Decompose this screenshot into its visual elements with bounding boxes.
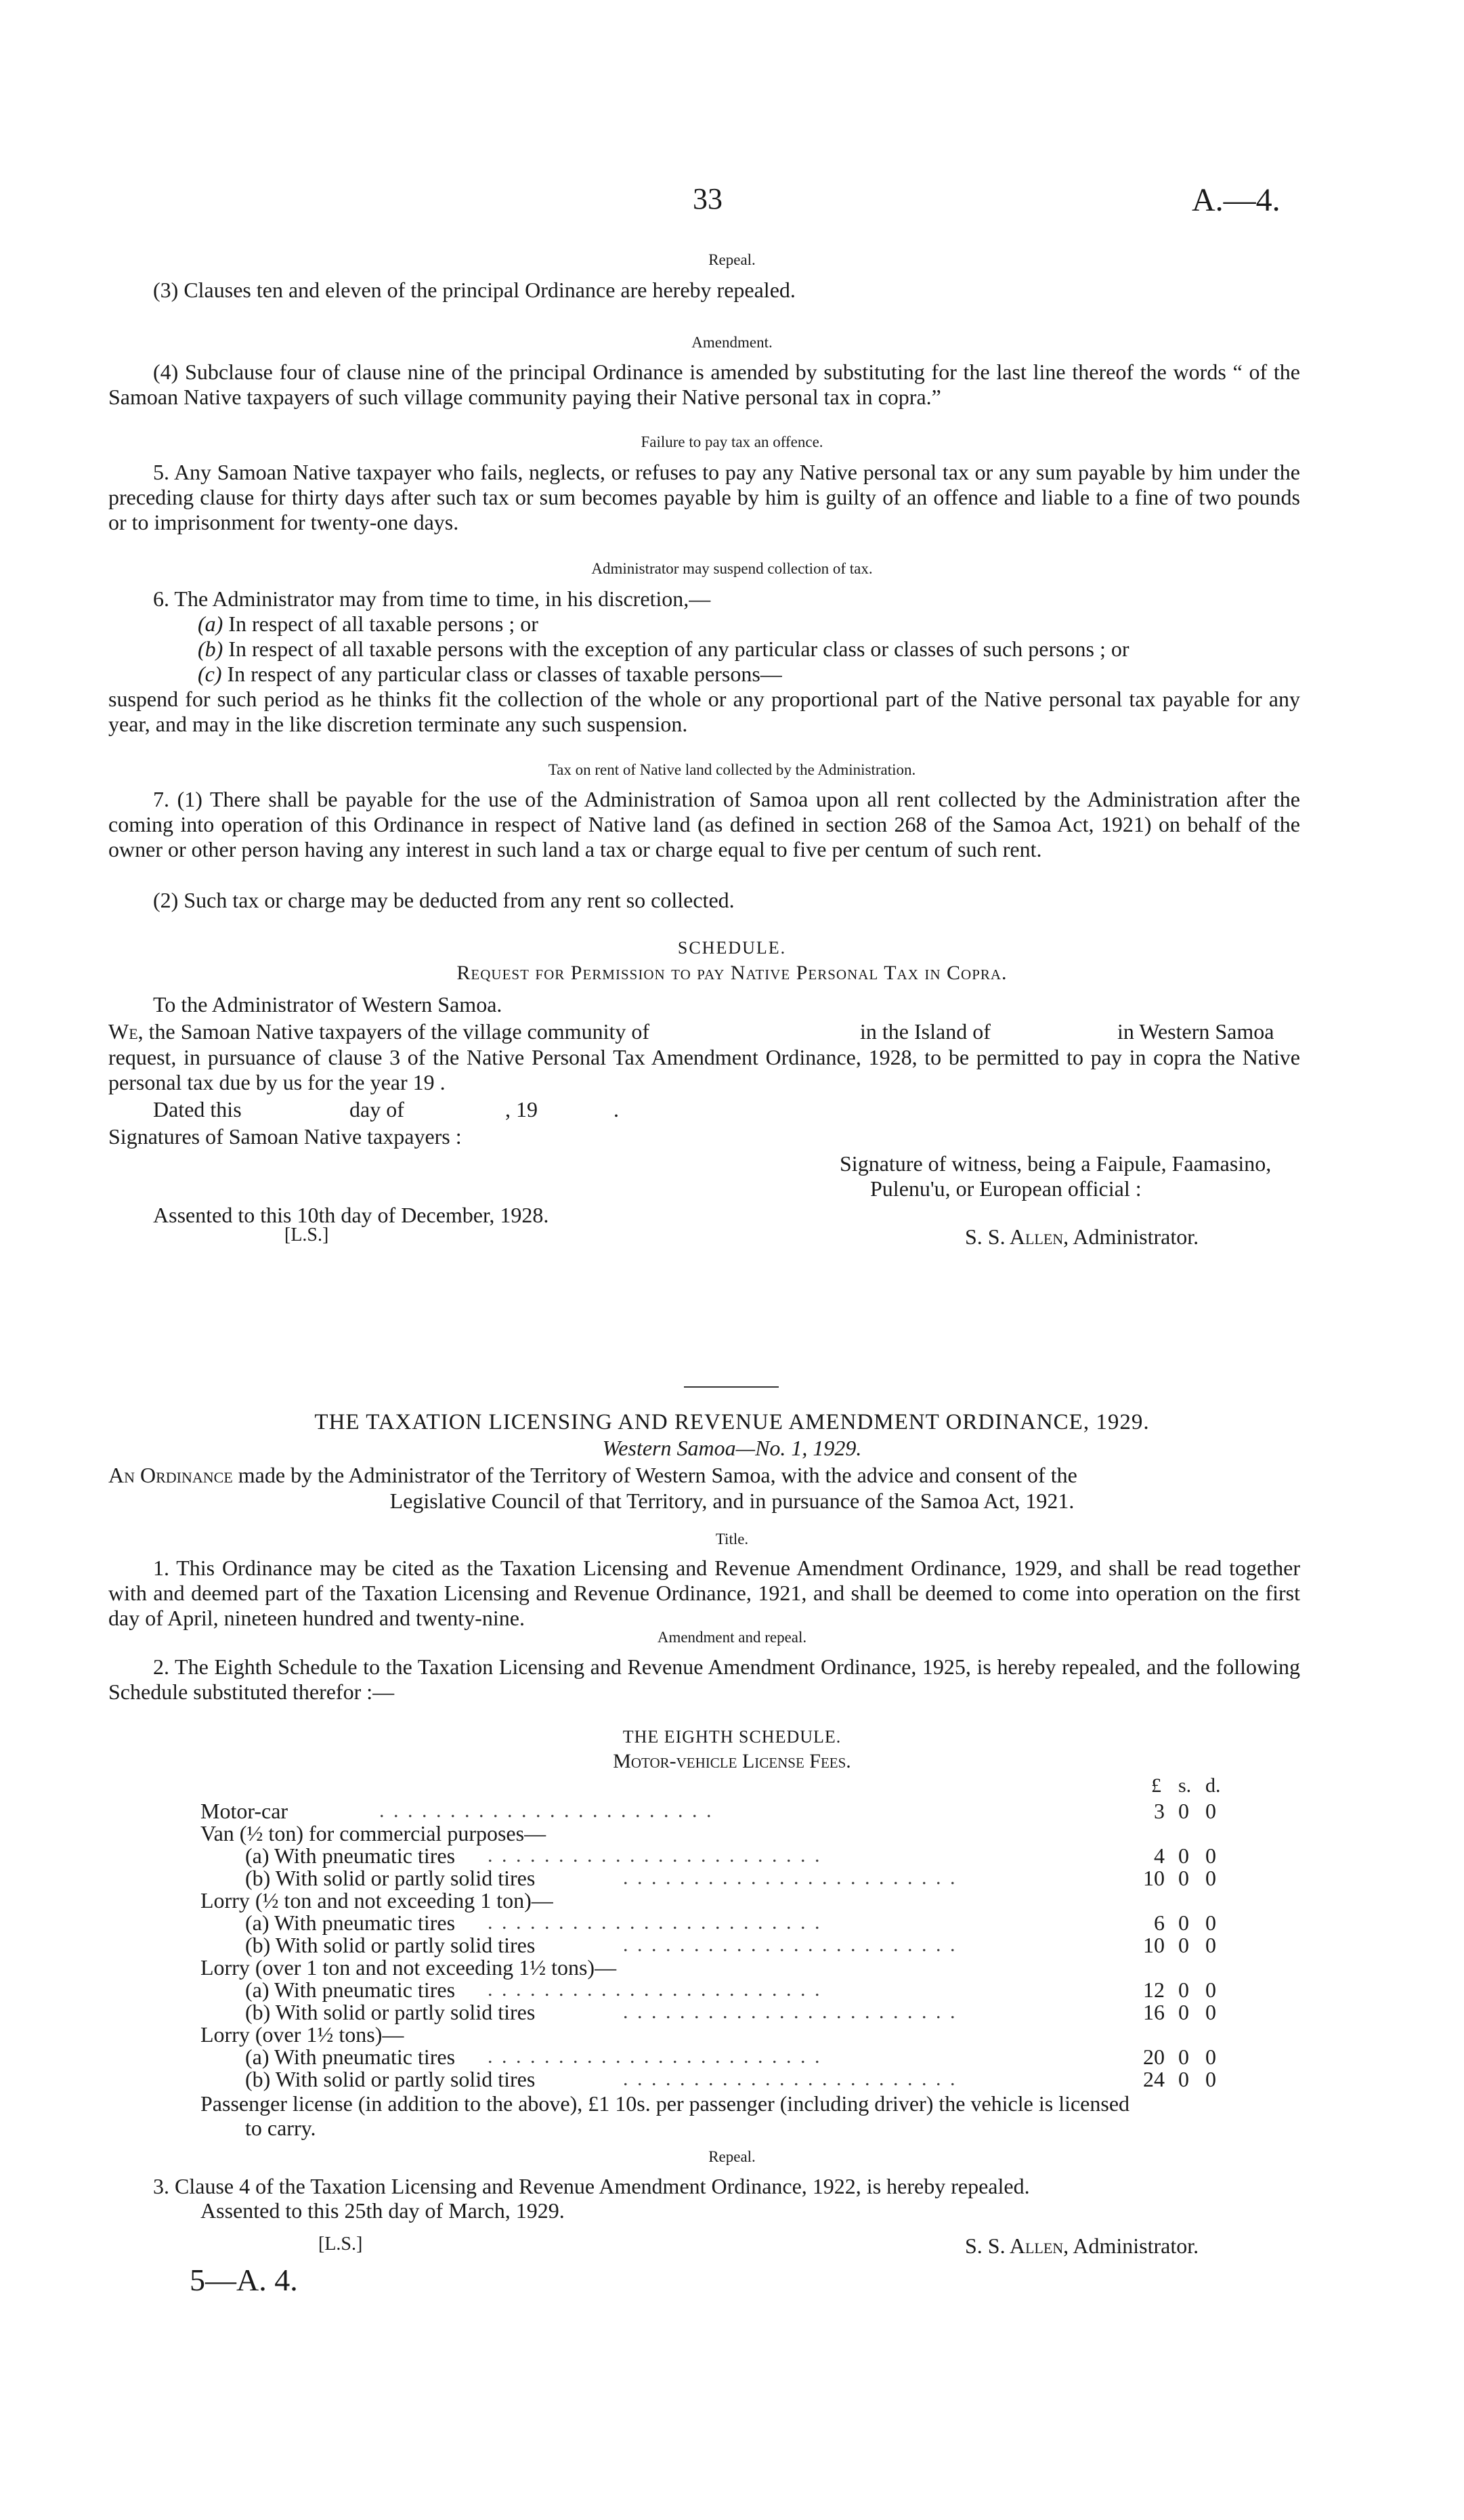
fee-shillings: 0 bbox=[1178, 1843, 1189, 1868]
witness-line-2: Pulenu'u, or European official : bbox=[870, 1176, 1142, 1201]
dot-leader: . . . . . . . . . . . . . . . . . . . . . . . . bbox=[623, 1934, 957, 1956]
fee-shillings: 0 bbox=[1178, 2000, 1189, 2024]
fee-label: Lorry (½ ton and not exceeding 1 ton)— bbox=[200, 1888, 553, 1913]
paragraph-suspend-closing: suspend for such period as he thinks fit the collection of the whole or any proportional part of the Native personal tax payable for any year, and may in the like discretion terminate any such suspension. bbox=[108, 687, 1300, 736]
signatory-name: S. S. Allen bbox=[965, 2234, 1064, 2258]
paragraph-title: 1. This Ordinance may be cited as the Taxation Licensing and Revenue Amendment Ordinance, 1929, and shall be read together with and deemed part of the Taxation Licensing and Revenue Ordinance, 1921, and shall be deemed to come into operation on the first day of April, nineteen hundred and twenty-nine. bbox=[108, 1556, 1300, 1630]
item-letter: (a) bbox=[198, 612, 223, 636]
we-word: We bbox=[108, 1019, 138, 1044]
paragraph-amendment-repeal: 2. The Eighth Schedule to the Taxation Licensing and Revenue Amendment Ordinance, 1925, is hereby repealed, and the following Schedule substituted therefor :— bbox=[108, 1654, 1300, 1704]
schedule-body-rest: request, in pursuance of clause 3 of the Native Personal Tax Amendment Ordinance, 1928, to be permitted to pay in copra the Native personal tax due by us for the year 19 . bbox=[108, 1045, 1300, 1094]
fee-pounds: 4 bbox=[1154, 1843, 1165, 1868]
item-letter: (c) bbox=[198, 662, 222, 686]
assent-1929: Assented to this 25th day of March, 1929. bbox=[200, 2198, 565, 2223]
dated-label: Dated this bbox=[153, 1097, 242, 1122]
fee-pounds: 3 bbox=[1154, 1799, 1165, 1823]
fee-shillings: 0 bbox=[1178, 1799, 1189, 1823]
item-text: In respect of all taxable persons ; or bbox=[228, 612, 538, 636]
paragraph-rent-2: (2) Such tax or charge may be deducted from any rent so collected. bbox=[153, 888, 735, 912]
section-heading-title: Title. bbox=[715, 1531, 749, 1547]
signature-1929 bbox=[965, 2234, 1199, 2259]
dot-leader: . . . . . . . . . . . . . . . . . . . . . . . . bbox=[488, 1844, 822, 1866]
item-text: In respect of any particular class or classes of taxable persons— bbox=[227, 662, 782, 686]
fee-shillings: 0 bbox=[1178, 1933, 1189, 1957]
signature-1928 bbox=[965, 1224, 1199, 1250]
fee-shillings: 0 bbox=[1178, 2067, 1189, 2091]
fee-pence: 0 bbox=[1205, 2067, 1216, 2091]
fee-pence: 0 bbox=[1205, 2000, 1216, 2024]
fee-label: Lorry (over 1½ tons)— bbox=[200, 2022, 404, 2047]
dot-leader: . . . . . . . . . . . . . . . . . . . . . . . . bbox=[488, 1978, 822, 2001]
ordinance-title: THE TAXATION LICENSING AND REVENUE AMENDMENT ORDINANCE, 1929. bbox=[314, 1410, 1150, 1434]
year-label: , 19 bbox=[505, 1097, 538, 1122]
fee-pence: 0 bbox=[1205, 1933, 1216, 1957]
dot-leader: . . . . . . . . . . . . . . . . . . . . . . . . bbox=[623, 1866, 957, 1889]
preamble-lead: An Ordinance bbox=[108, 1463, 233, 1487]
dated-period: . bbox=[613, 1097, 619, 1122]
fee-shillings: 0 bbox=[1178, 1910, 1189, 1935]
fee-label: Lorry (over 1 ton and not exceeding 1½ tons)— bbox=[200, 1955, 617, 1980]
paragraph-rent-1: 7. (1) There shall be payable for the use of the Administration of Samoa upon all rent collected by the Administration after the coming into operation of this Ordinance in respect of Native land (as defined in section 268 of the Samoa Act, 1921) on behalf of the owner or other person having any interest in such land a tax or charge equal to five per centum of such rent. bbox=[108, 787, 1300, 861]
day-of-label: day of bbox=[349, 1097, 404, 1122]
witness-line-1: Signature of witness, being a Faipule, Faamasino, bbox=[840, 1151, 1272, 1176]
suspend-item-c bbox=[198, 662, 782, 687]
section-heading-amendment-repeal: Amendment and repeal. bbox=[657, 1629, 807, 1646]
fee-shillings: 0 bbox=[1178, 2045, 1189, 2069]
dot-leader: . . . . . . . . . . . . . . . . . . . . . . . . bbox=[623, 2068, 957, 2090]
fee-pounds: 12 bbox=[1143, 1978, 1165, 2002]
fee-label: (b) With solid or partly solid tires bbox=[245, 2000, 536, 2024]
fee-pence: 0 bbox=[1205, 1799, 1216, 1823]
section-heading-amendment: Amendment. bbox=[691, 334, 773, 351]
item-letter: (b) bbox=[198, 637, 223, 661]
fee-pounds: 6 bbox=[1154, 1910, 1165, 1935]
paragraph-offence: 5. Any Samoan Native taxpayer who fails, neglects, or refuses to pay any Native personal tax or any sum payable by him under the preceding clause for thirty days after such tax or sum becomes payable by him is guilty of an offence and liable to a fine of two pounds or to imprisonment for twenty-one days. bbox=[108, 460, 1300, 534]
signatory-title: , Administrator. bbox=[1063, 2234, 1199, 2258]
dot-leader: . . . . . . . . . . . . . . . . . . . . . . . . bbox=[488, 2045, 822, 2068]
fee-label: Motor-car bbox=[200, 1799, 288, 1823]
seal-1929: [L.S.] bbox=[318, 2234, 363, 2255]
item-text: In respect of all taxable persons with the exception of any particular class or classes of such persons ; or bbox=[228, 637, 1129, 661]
fee-shillings: 0 bbox=[1178, 1978, 1189, 2002]
ordinance-subtitle: Western Samoa—No. 1, 1929. bbox=[602, 1436, 862, 1460]
body-part-b: in the Island of bbox=[860, 1019, 991, 1044]
page-number: 33 bbox=[693, 182, 723, 215]
section-heading-rent: Tax on rent of Native land collected by the Administration. bbox=[548, 761, 916, 778]
schedule-subheading: Request for Permission to pay Native Personal Tax in Copra. bbox=[456, 962, 1008, 984]
dated-line bbox=[153, 1097, 695, 1122]
paragraph-repeal-2: 3. Clause 4 of the Taxation Licensing and Revenue Amendment Ordinance, 1922, is hereby repealed. bbox=[153, 2174, 1030, 2198]
fee-shillings: 0 bbox=[1178, 1866, 1189, 1890]
schedule-heading: SCHEDULE. bbox=[677, 938, 787, 958]
column-header-shillings: s. bbox=[1178, 1774, 1192, 1797]
paragraph-amendment: (4) Subclause four of clause nine of the principal Ordinance is amended by substituting for the last line thereof the words “ of the Samoan Native taxpayers of such village community paying their Native personal tax in copra.” bbox=[108, 360, 1300, 409]
fee-label: (a) With pneumatic tires bbox=[245, 1978, 456, 2002]
fee-label: (a) With pneumatic tires bbox=[245, 1910, 456, 1935]
assent-1928: Assented to this 10th day of December, 1928. bbox=[153, 1203, 549, 1227]
signatory-name: S. S. Allen bbox=[965, 1224, 1064, 1249]
fee-label: Van (½ ton) for commercial purposes— bbox=[200, 1821, 546, 1845]
preamble-text: made by the Administrator of the Territory of Western Samoa, with the advice and consent of the bbox=[232, 1463, 1077, 1487]
fee-pounds: 10 bbox=[1143, 1933, 1165, 1957]
suspend-item-b bbox=[198, 637, 1129, 662]
paragraph-suspend-intro: 6. The Administrator may from time to time, in his discretion,— bbox=[153, 586, 711, 611]
passenger-license-line-1: Passenger license (in addition to the above), £1 10s. per passenger (including driver) the vehicle is licensed bbox=[200, 2091, 1130, 2116]
dot-leader: . . . . . . . . . . . . . . . . . . . . . . . . bbox=[488, 1911, 822, 1934]
fee-pence: 0 bbox=[1205, 1978, 1216, 2002]
ordinance-preamble-2: Legislative Council of that Territory, and in pursuance of the Samoa Act, 1921. bbox=[389, 1489, 1075, 1513]
body-part-a: , the Samoan Native taxpayers of the village community of bbox=[137, 1019, 649, 1044]
fee-label: (a) With pneumatic tires bbox=[245, 1843, 456, 1868]
column-header-pounds: £ bbox=[1151, 1774, 1161, 1797]
fee-pounds: 24 bbox=[1143, 2067, 1165, 2091]
schedule-body-line1 bbox=[108, 1019, 1300, 1044]
fee-pence: 0 bbox=[1205, 1866, 1216, 1890]
eighth-schedule-heading: THE EIGHTH SCHEDULE. bbox=[622, 1727, 842, 1747]
fee-label: (a) With pneumatic tires bbox=[245, 2045, 456, 2069]
section-heading-repeal: Repeal. bbox=[708, 251, 756, 268]
fee-pence: 0 bbox=[1205, 1843, 1216, 1868]
ordinance-preamble-1 bbox=[108, 1463, 1300, 1488]
document-reference: A.—4. bbox=[1192, 182, 1280, 218]
fee-label: (b) With solid or partly solid tires bbox=[245, 2067, 536, 2091]
signatures-label: Signatures of Samoan Native taxpayers : bbox=[108, 1124, 462, 1149]
fee-label: (b) With solid or partly solid tires bbox=[245, 1866, 536, 1890]
fee-label: (b) With solid or partly solid tires bbox=[245, 1933, 536, 1957]
dot-leader: . . . . . . . . . . . . . . . . . . . . . . . . bbox=[379, 1799, 714, 1822]
paragraph-repeal: (3) Clauses ten and eleven of the principal Ordinance are hereby repealed. bbox=[153, 278, 796, 302]
fee-pence: 0 bbox=[1205, 2045, 1216, 2069]
dot-leader: . . . . . . . . . . . . . . . . . . . . . . . . bbox=[623, 2001, 957, 2023]
seal-1928: [L.S.] bbox=[284, 1224, 329, 1245]
section-heading-suspend: Administrator may suspend collection of tax. bbox=[591, 560, 873, 577]
suspend-item-a bbox=[198, 612, 538, 637]
column-header-pence: d. bbox=[1205, 1774, 1221, 1797]
signatory-title: , Administrator. bbox=[1063, 1224, 1199, 1249]
body-part-c: in Western Samoa bbox=[1117, 1019, 1274, 1044]
section-heading-repeal-2: Repeal. bbox=[708, 2148, 756, 2165]
passenger-license-line-2: to carry. bbox=[245, 2116, 316, 2140]
fee-pounds: 10 bbox=[1143, 1866, 1165, 1890]
eighth-schedule-subheading: Motor-vehicle License Fees. bbox=[613, 1750, 851, 1772]
schedule-addressee: To the Administrator of Western Samoa. bbox=[153, 992, 502, 1017]
printer-signature-mark: 5—A. 4. bbox=[190, 2263, 298, 2297]
fee-pence: 0 bbox=[1205, 1910, 1216, 1935]
section-divider bbox=[684, 1386, 779, 1388]
fee-pounds: 16 bbox=[1143, 2000, 1165, 2024]
fee-pounds: 20 bbox=[1143, 2045, 1165, 2069]
section-heading-offence: Failure to pay tax an offence. bbox=[641, 433, 823, 450]
